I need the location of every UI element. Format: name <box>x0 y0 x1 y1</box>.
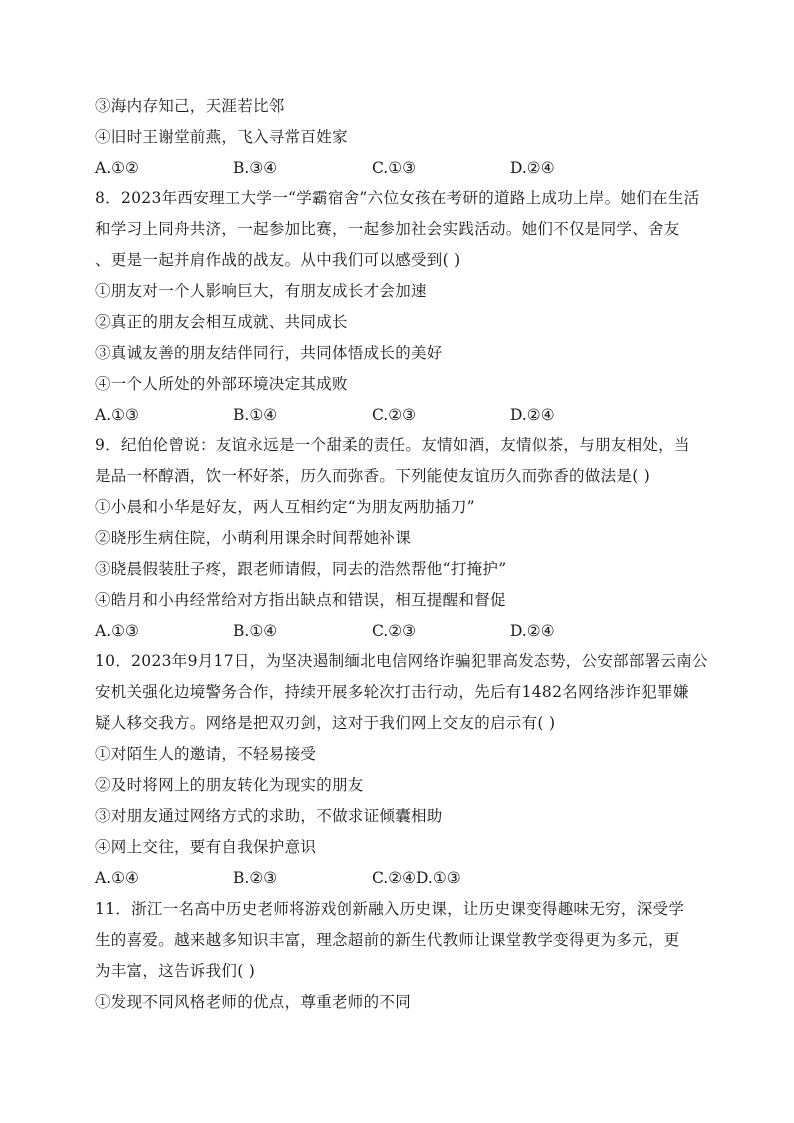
q11-stem-line-3: 为丰富，这告诉我们( ) <box>95 962 256 980</box>
q11-stem-line-1: 11．浙江一名高中历史老师将游戏创新融入历史课，让历史课变得趣味无穷，深受学 <box>95 900 685 918</box>
q10-option-a: A.①④ <box>95 869 139 887</box>
q10-stem-line-1: 10．2023年9月17日，为坚决遏制缅北电信网络诈骗犯罪高发态势，公安部部署云南公 <box>95 652 708 670</box>
q8-item-1: ①朋友对一个人影响巨大，有朋友成长才会加速 <box>95 282 427 300</box>
q8-stem-line-2: 和学习上同舟共济，一起参加比赛，一起参加社会实践活动。她们不仅是同学、舍友 <box>95 220 680 238</box>
q9-stem-line-2: 是品一杯醇酒，饮一杯好茶，历久而弥香。下列能使友谊历久而弥香的做法是( ) <box>95 467 651 485</box>
q8-stem-line-1: 8．2023年西安理工大学一“学霸宿舍”六位女孩在考研的道路上成功上岸。她们在生活 <box>95 189 700 207</box>
q10-option-cd: C.②④D.①③ <box>372 869 461 887</box>
q7-option-d: D.②④ <box>510 159 555 177</box>
q7-option-c: C.①③ <box>372 159 417 177</box>
q8-item-2: ②真正的朋友会相互成就、共同成长 <box>95 313 348 331</box>
q7-item-4: ④旧时王谢堂前燕，飞入寻常百姓家 <box>95 128 348 146</box>
q10-stem-line-3: 疑人移交我方。网络是把双刃剑，这对于我们网上交友的启示有( ) <box>95 714 556 732</box>
q9-stem-line-1: 9．纪伯伦曾说：友谊永远是一个甜柔的责任。友情如酒，友情似茶，与朋友相处，当 <box>95 436 690 454</box>
q9-item-4: ④皓月和小冉经常给对方指出缺点和错误，相互提醒和督促 <box>95 591 506 609</box>
q8-stem-line-3: 、更是一起并肩作战的战友。从中我们可以感受到( ) <box>95 251 461 269</box>
q9-option-a: A.①③ <box>95 622 139 640</box>
q10-item-3: ③对朋友通过网络方式的求助，不做求证倾囊相助 <box>95 807 443 825</box>
q10-item-1: ①对陌生人的邀请，不轻易接受 <box>95 745 317 763</box>
q10-item-4: ④网上交往，要有自我保护意识 <box>95 838 317 856</box>
q9-item-2: ②晓彤生病住院，小萌利用课余时间帮她补课 <box>95 529 412 547</box>
q9-item-3: ③晓晨假装肚子疼，跟老师请假，同去的浩然帮他“打掩护” <box>95 560 507 578</box>
q9-item-1: ①小晨和小华是好友，两人互相约定“为朋友两肋插刀” <box>95 498 475 516</box>
q8-option-c: C.②③ <box>372 406 417 424</box>
q10-item-2: ②及时将网上的朋友转化为现实的朋友 <box>95 776 364 794</box>
q11-stem-line-2: 生的喜爱。越来越多知识丰富，理念超前的新生代教师让课堂教学变得更为多元，更 <box>95 931 680 949</box>
q10-stem-line-2: 安机关强化边境警务合作，持续开展多轮次打击行动，先后有1482名网络涉诈犯罪嫌 <box>95 683 689 701</box>
q9-option-c: C.②③ <box>372 622 417 640</box>
q9-option-d: D.②④ <box>510 622 555 640</box>
q8-item-3: ③真诚友善的朋友结伴同行，共同体悟成长的美好 <box>95 344 443 362</box>
q9-option-b: B.①④ <box>233 622 278 640</box>
q8-option-b: B.①④ <box>233 406 278 424</box>
q7-item-3: ③海内存知己，天涯若比邻 <box>95 97 285 115</box>
q7-option-a: A.①② <box>95 159 139 177</box>
q11-item-1: ①发现不同风格老师的优点，尊重老师的不同 <box>95 993 412 1011</box>
q10-option-b: B.②③ <box>233 869 278 887</box>
q8-option-d: D.②④ <box>510 406 555 424</box>
q7-option-b: B.③④ <box>233 159 278 177</box>
q8-item-4: ④一个人所处的外部环境决定其成败 <box>95 375 348 393</box>
q8-option-a: A.①③ <box>95 406 139 424</box>
